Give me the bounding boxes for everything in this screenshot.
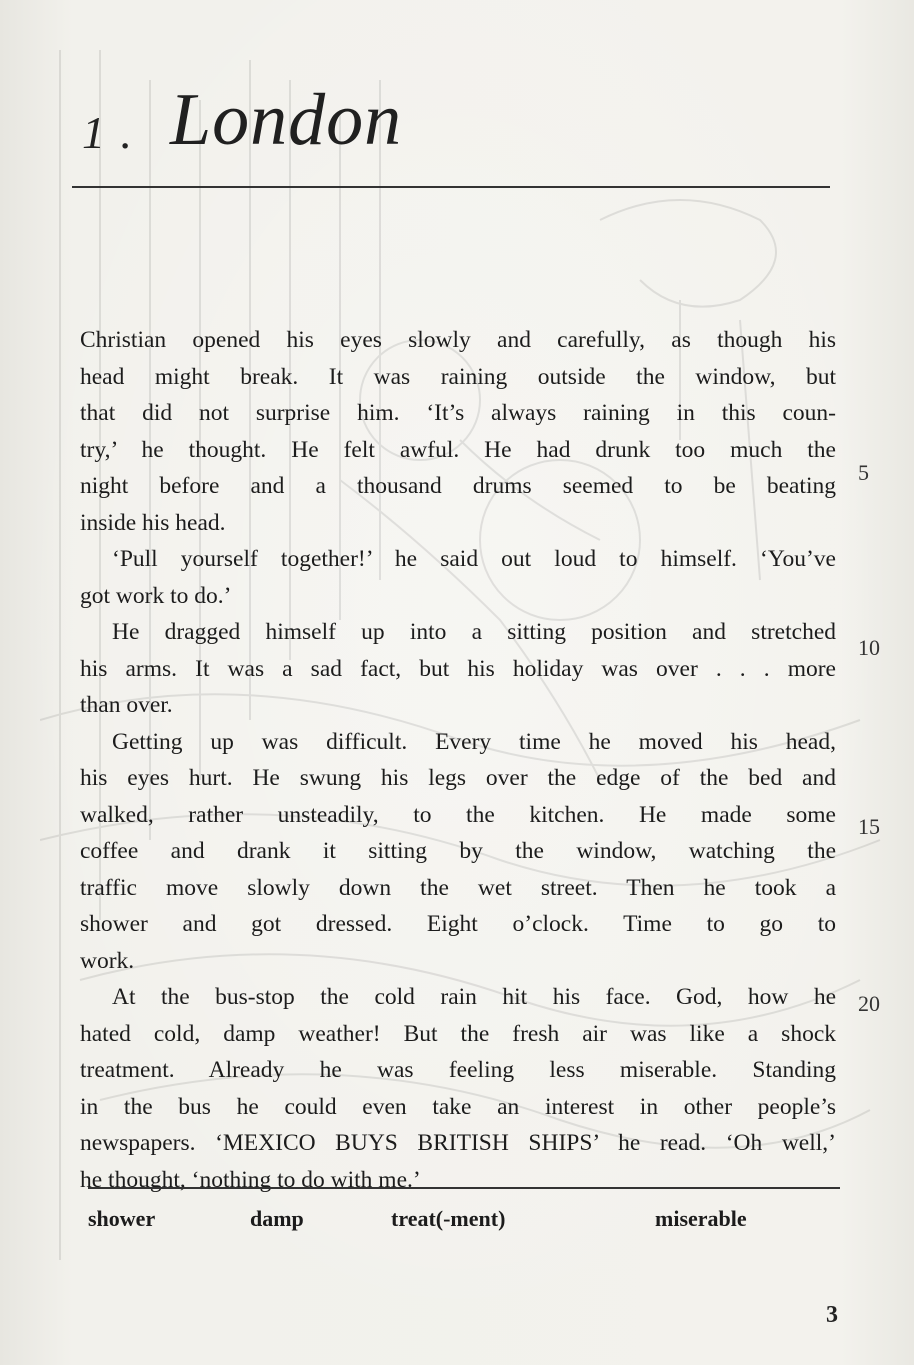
text-line: inside his head. bbox=[80, 509, 226, 536]
line-number: 10 bbox=[858, 635, 880, 660]
text-line: newspapers. ‘MEXICO BUYS BRITISH SHIPS’ he read. ‘Oh well,’ bbox=[80, 1130, 836, 1156]
line-number: 15 bbox=[858, 814, 880, 839]
text-line: work. bbox=[80, 947, 135, 974]
text-line: Christian opened his eyes slowly and carefully, as though his bbox=[80, 327, 836, 353]
story-text bbox=[80, 322, 836, 1198]
vocabulary-word: treat(-ment) bbox=[391, 1206, 506, 1231]
text-line: his arms. It was a sad fact, but his holiday was over . . . more bbox=[80, 655, 836, 682]
vocabulary-word: miserable bbox=[655, 1206, 747, 1231]
text-line: hated cold, damp weather! But the fresh air was like a shock bbox=[80, 1020, 836, 1047]
chapter-title: London bbox=[170, 79, 403, 161]
chapter-heading bbox=[78, 78, 838, 190]
vocabulary-word: shower bbox=[88, 1206, 156, 1231]
text-line: Getting up was difficult. Every time he moved his head, bbox=[112, 728, 836, 755]
text-line: his eyes hurt. He swung his legs over the edge of the bed and bbox=[80, 765, 836, 791]
text-line: than over. bbox=[80, 692, 173, 718]
text-line: ‘Pull yourself together!’ he said out loud to himself. ‘You’ve bbox=[112, 546, 836, 572]
text-line: got work to do.’ bbox=[80, 582, 232, 609]
text-line: night before and a thousand drums seemed to be beating bbox=[80, 473, 836, 499]
text-line: in the bus he could even take an interest in other people’s bbox=[80, 1093, 836, 1120]
text-line: he thought, ‘nothing to do with me.’ bbox=[80, 1166, 421, 1193]
text-line: At the bus-stop the cold rain hit his face. God, how he bbox=[112, 984, 836, 1010]
chapter-number: 1 . bbox=[82, 107, 134, 158]
text-line: traffic move slowly down the wet street. Then he took a bbox=[80, 874, 836, 901]
vocabulary-word: damp bbox=[250, 1206, 304, 1231]
heading-divider bbox=[72, 186, 830, 188]
page-number: 3 bbox=[826, 1302, 838, 1328]
text-line: that did not surprise him. ‘It’s always raining in this coun- bbox=[80, 400, 836, 426]
text-line: head might break. It was raining outside the window, but bbox=[80, 363, 836, 390]
text-line: He dragged himself up into a sitting position and stretched bbox=[112, 619, 836, 645]
vocabulary-divider bbox=[88, 1187, 840, 1189]
text-line: coffee and drank it sitting by the window, watching the bbox=[80, 838, 836, 864]
line-number: 20 bbox=[858, 991, 880, 1016]
text-line: walked, rather unsteadily, to the kitchen. He made some bbox=[80, 801, 836, 828]
text-line: shower and got dressed. Eight o’clock. Time to go to bbox=[80, 911, 836, 937]
text-line: try,’ he thought. He felt awful. He had drunk too much the bbox=[80, 436, 836, 463]
text-line: treatment. Already he was feeling less miserable. Standing bbox=[80, 1057, 836, 1083]
line-number: 5 bbox=[858, 460, 869, 485]
